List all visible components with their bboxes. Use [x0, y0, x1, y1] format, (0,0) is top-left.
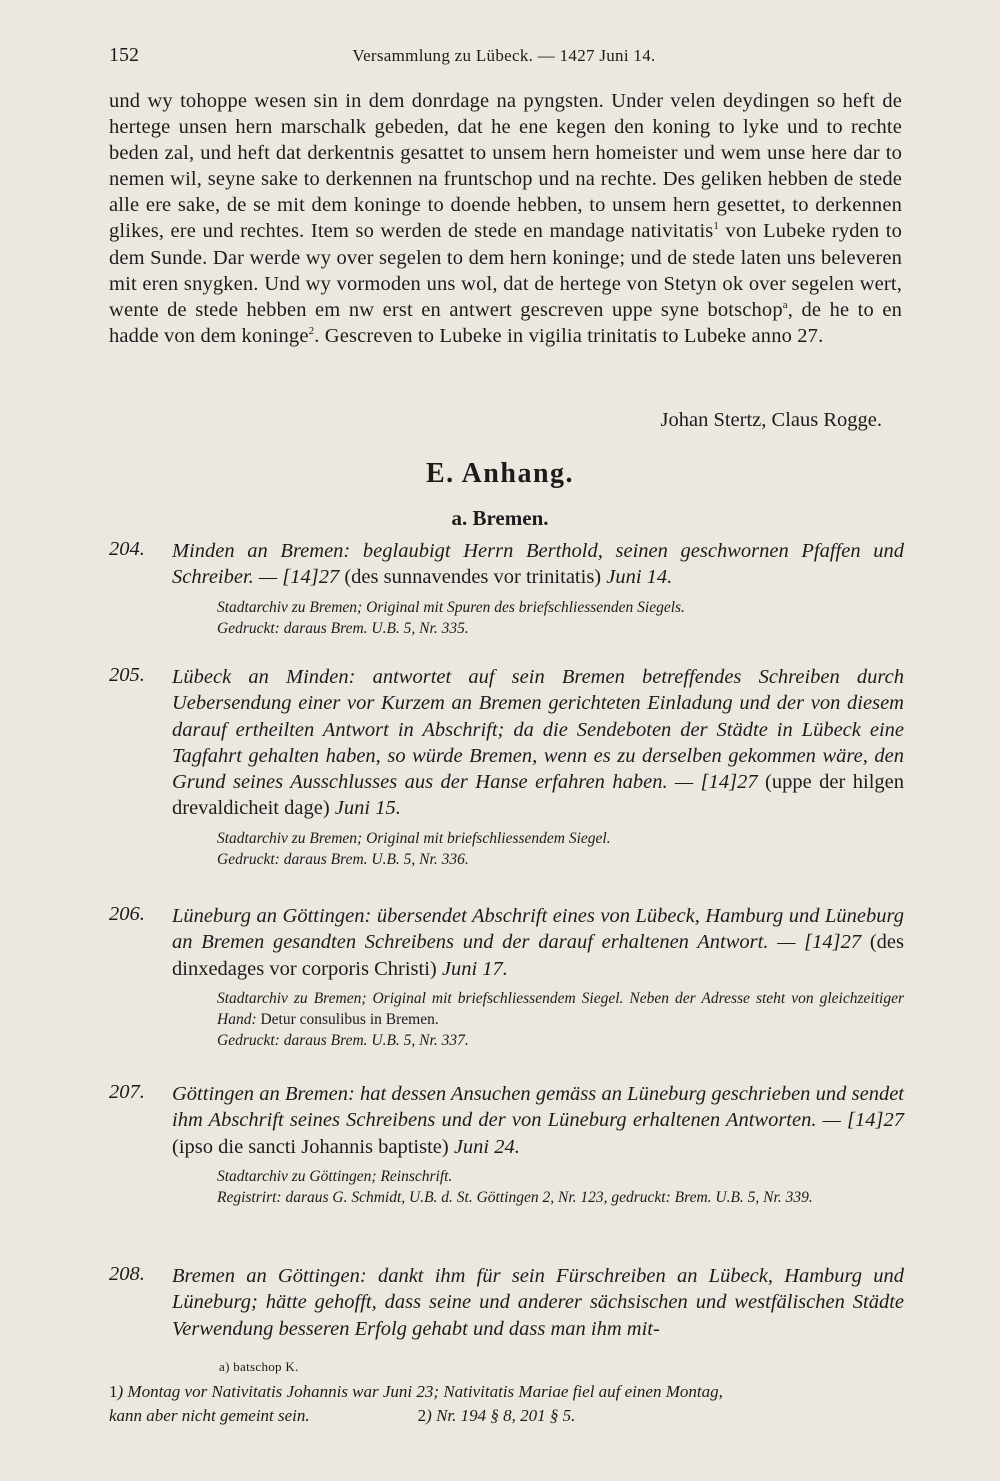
entry-notes	[217, 1166, 904, 1208]
summary-roman: (ipso die sancti Johannis baptiste)	[172, 1135, 454, 1158]
entry-number: 205.	[109, 664, 145, 686]
entry-206	[109, 903, 904, 1051]
summary-italic: Minden an Bremen: beglaubigt Herrn Berthold, seinen geschwornen Pfaffen und Schreiber. — [14]27	[172, 540, 904, 589]
entry-date: Juni 17.	[441, 957, 508, 980]
entry-date: Juni 14.	[606, 566, 673, 589]
entry-date: Juni 15.	[334, 797, 401, 820]
entry-notes	[217, 828, 904, 870]
note-line: Gedruckt: daraus Brem. U.B. 5, Nr. 336.	[217, 850, 469, 868]
footnote-ref-a: a	[782, 298, 788, 311]
entry-summary	[172, 538, 904, 591]
note-roman: Detur consulibus in Bremen.	[260, 1010, 439, 1028]
note-italic: Stadtarchiv zu Bremen; Original mit briefschliessendem Siegel. Neben der Adresse steht von gleichzeitiger Hand:	[217, 989, 904, 1028]
entry-summary	[172, 903, 904, 982]
entry-number: 207.	[109, 1081, 145, 1103]
entry-207	[109, 1081, 904, 1208]
entry-summary	[172, 1081, 904, 1160]
summary-italic: Göttingen an Bremen: hat dessen Ansuchen gemäss an Lüneburg geschrieben und sendet ihm Abschrift seines Schreibens und der von Lüneburg erhaltenen Antworten. — [14]27	[172, 1083, 904, 1132]
subsection-title: a. Bremen.	[451, 506, 549, 530]
note-line: Stadtarchiv zu Bremen; Original mit briefschliessendem Siegel.	[217, 829, 611, 847]
letter-text	[109, 88, 902, 349]
entry-number: 208.	[109, 1263, 145, 1285]
footnote-1-continued	[109, 1404, 904, 1428]
note-line: Gedruckt: daraus Brem. U.B. 5, Nr. 335.	[217, 619, 469, 637]
entry-date: Juni 24.	[453, 1135, 520, 1158]
footnote-1-cont-text: kann aber nicht gemeint sein.	[109, 1406, 310, 1425]
summary-roman: (des dinxedages vor corporis Christi)	[172, 931, 904, 980]
note-line	[217, 988, 904, 1030]
footnote-ref-1: 1	[713, 220, 720, 233]
summary-roman: (uppe der hilgen drevaldicheit dage)	[172, 771, 905, 820]
entry-number: 206.	[109, 903, 145, 925]
note-line: Registrirt: daraus G. Schmidt, U.B. d. St. Göttingen 2, Nr. 123, gedruckt: Brem. U.B. 5, Nr. 339.	[217, 1188, 813, 1206]
footnote-1-text: ) Montag vor Nativitatis Johannis war Juni 23; Nativitatis Mariae fiel auf einen Montag,	[117, 1382, 723, 1401]
entry-notes	[217, 988, 904, 1051]
section-title: E. Anhang.	[425, 458, 575, 489]
entry-number: 204.	[109, 538, 145, 560]
entry-205	[109, 664, 904, 870]
entry-summary	[172, 1263, 904, 1342]
entry-204	[109, 538, 904, 639]
footnotes	[109, 1380, 904, 1428]
page-number: 152	[109, 44, 139, 66]
entry-notes	[217, 597, 904, 639]
entry-summary	[172, 664, 904, 822]
paragraph-part-1: und wy tohoppe wesen sin in dem donrdage na pyngsten. Under velen deydingen so heft de hertege unsen hern marschalk gebeden, dat he ene kegen den koning to lyke und to rechte beden zal, und heft dat derkentnis gesattet to unsem hern homeister und wem unse here dar to nemen wil, seyne sake to derkennen na fruntschop und na rechte. Des geliken hebben de stede alle ere sake, de se mit dem koninge to doende hebben, to unsem hern gesettet, to derkennen glikes, ere und rechtes. Item so werden de stede en mandage nativitatis	[109, 90, 902, 243]
signature: Johan Stertz, Claus Rogge.	[660, 409, 882, 431]
footnote-1	[109, 1380, 904, 1404]
entry-208	[109, 1263, 904, 1342]
note-line: Stadtarchiv zu Bremen; Original mit Spuren des briefschliessenden Siegels.	[217, 598, 685, 616]
paragraph-part-2: von Lubeke ryden to dem Sunde. Dar werde wy over segelen to dem hern koninge; und de stede laten uns beleveren mit eren snygken. Und wy vormoden uns wol, dat de hertege von Stetyn ok over segelen wert, wente de stede hebben em nw erst en antwert gescreven uppe syne botschop	[109, 220, 902, 321]
note-line: Gedruckt: daraus Brem. U.B. 5, Nr. 337.	[217, 1031, 469, 1049]
running-title: Versammlung zu Lübeck. — 1427 Juni 14.	[352, 46, 656, 65]
summary-italic: Lübeck an Minden: antwortet auf sein Bremen betreffendes Schreiben durch Uebersendung einer vor Kurzem an Bremen gerichteten Einladung und der von diesem darauf ertheilten Antwort in Abschrift; da die Sendeboten der Städte in Lübeck eine Tagfahrt gehalten haben, so würde Bremen, wenn es zu derselben gekommen wäre, den Grund seines Ausschlusses aus der Hanse erfahren haben. — [14]27	[172, 666, 904, 794]
paragraph-part-3: , de he to en hadde von dem koninge	[109, 298, 902, 347]
footnote-marker-1: 1	[109, 1382, 118, 1401]
footnote-marker-2: 2	[417, 1406, 427, 1425]
summary-italic: Bremen an Göttingen: dankt ihm für sein Fürschreiben an Lübeck, Hamburg und Lüneburg; hätte gehofft, dass seine und anderer sächsischen und westfälischen Städte Verwendung besseren Erfolg gehabt und dass man ihm mit-	[172, 1265, 904, 1340]
footnote-ref-2: 2	[308, 325, 315, 338]
summary-italic: Lüneburg an Göttingen: übersendet Abschrift eines von Lübeck, Hamburg und Lüneburg an Bremen gesandten Schreibens und der darauf erhaltenen Antwort. — [14]27	[172, 905, 904, 954]
note-line: Stadtarchiv zu Göttingen; Reinschrift.	[217, 1167, 453, 1185]
summary-roman: (des sunnavendes vor trinitatis)	[339, 566, 607, 589]
paragraph-part-4: . Gescreven to Lubeke in vigilia trinitatis to Lubeke anno 27.	[314, 324, 824, 347]
footnote-a: a) batschop K.	[219, 1359, 299, 1374]
footnote-2-text: ) Nr. 194 § 8, 201 § 5.	[426, 1406, 576, 1425]
page-header	[109, 44, 899, 72]
